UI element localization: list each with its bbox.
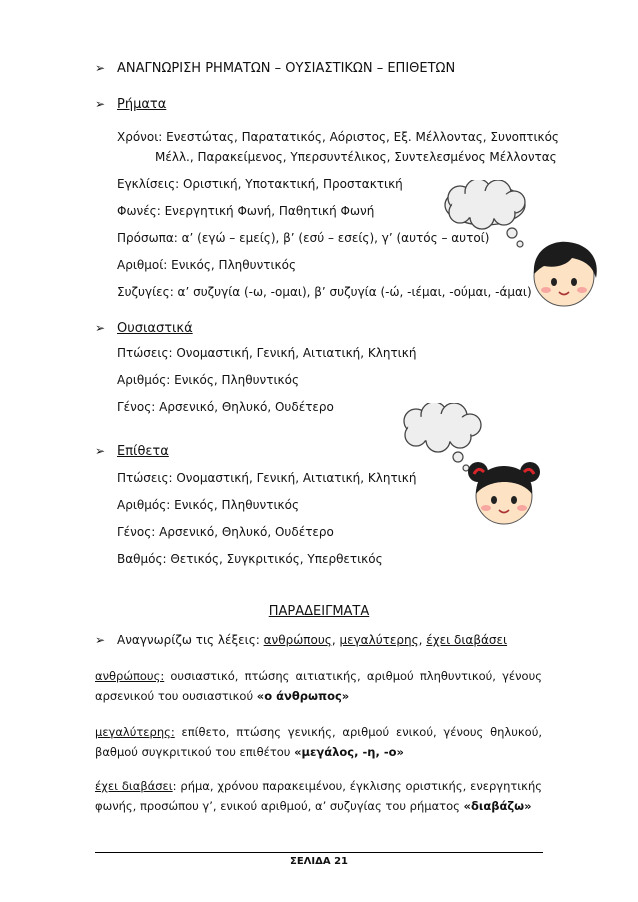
verbs-moods: Εγκλίσεις: Οριστική, Υποτακτική, Προστακτική [117,177,403,191]
example-2-line-1 [95,722,542,742]
nouns-gender: Γένος: Αρσενικό, Θηλυκό, Ουδέτερο [117,400,334,414]
examples-heading-text: ΠΑΡΑΔΕΙΓΜΑΤΑ [268,604,370,619]
example-1-term: ανθρώπους: [95,669,165,683]
example-1-text: ουσιαστικό, πτώσης αιτιατικής, αριθμού πληθυντικού, γένους [164,669,542,683]
examples-heading [0,604,638,619]
example-2-line-2 [95,742,542,762]
example-1-text-2: αρσενικού του ουσιαστικού [95,689,257,703]
nouns-number: Αριθμός: Ενικός, Πληθυντικός [117,373,299,387]
bullet-arrow-icon: ➢ [95,633,106,647]
title-text: ΑΝΑΓΝΩΡΙΣΗ ΡΗΜΑΤΩΝ – ΟΥΣΙΑΣΤΙΚΩΝ – ΕΠΙΘΕΤΩΝ [117,61,456,76]
example-3-line-2 [95,796,542,816]
example-2-text: επίθετο, πτώσης γενικής, αριθμού ενικού, γένους θηλυκού, [174,725,542,739]
example-2-bold: «μεγάλος, -η, -ο» [294,745,404,759]
page-title [95,60,455,77]
adjectives-heading-text: Επίθετα [117,444,169,459]
example-3-text: : ρήμα, χρόνου παρακειμένου, έγκλισης οριστικής, ενεργητικής [172,779,542,793]
example-word-2: μεγαλύτερης [339,633,419,647]
verbs-voices: Φωνές: Ενεργητική Φωνή, Παθητική Φωνή [117,204,375,218]
nouns-heading-text: Ουσιαστικά [117,321,193,336]
bullet-arrow-icon: ➢ [95,444,106,458]
example-word-3: έχει διαβάσει [426,633,508,647]
example-3-text-2: φωνής, προσώπου γ’, ενικού αριθμού, α’ συζυγίας του ρήματος [95,799,464,813]
example-1-line-1 [95,666,542,686]
boy-face-icon [526,238,602,308]
verbs-heading [95,96,166,113]
bullet-arrow-icon: ➢ [95,321,106,335]
verbs-conjugations: Συζυγίες: α’ συζυγία (-ω, -ομαι), β’ συζυγία (-ώ, -ιέμαι, -ούμαι, -άμαι) [117,285,532,299]
example-1-line-2 [95,686,542,706]
adjectives-heading [95,443,169,460]
nouns-cases: Πτώσεις: Ονομαστική, Γενική, Αιτιατική, Κλητική [117,346,417,360]
separator: , [331,633,340,647]
verbs-heading-text: Ρήματα [117,97,167,112]
bullet-arrow-icon: ➢ [95,97,106,111]
example-3-term: έχει διαβάσει [95,779,173,793]
example-3-line-1 [95,776,542,796]
page-number: ΣΕΛΙΔΑ 21 [290,856,348,867]
adjectives-cases: Πτώσεις: Ονομαστική, Γενική, Αιτιατική, Κλητική [117,471,417,485]
example-word-1: ανθρώπους [263,633,332,647]
girl-face-icon [464,458,544,528]
verbs-persons: Πρόσωπα: α’ (εγώ – εμείς), β’ (εσύ – εσείς), γ’ (αυτός – αυτοί) [117,231,490,245]
footer-divider [95,852,543,853]
examples-intro-text: Αναγνωρίζω τις λέξεις: [117,633,264,647]
adjectives-gender: Γένος: Αρσενικό, Θηλυκό, Ουδέτερο [117,525,334,539]
adjectives-degree: Βαθμός: Θετικός, Συγκριτικός, Υπερθετικός [117,552,383,566]
example-3-bold: «διαβάζω» [463,799,532,813]
nouns-heading [95,320,193,337]
thought-cloud-icon [440,180,530,255]
verbs-numbers: Αριθμοί: Ενικός, Πληθυντικός [117,258,297,272]
example-1-bold: «ο άνθρωπος» [256,689,350,703]
example-2-term: μεγαλύτερης: [95,725,175,739]
verbs-tenses-line-2: Μέλλ., Παρακείμενος, Υπερσυντέλικος, Συντελεσμένος Μέλλοντας [155,150,557,164]
examples-intro [95,632,507,648]
adjectives-number: Αριθμός: Ενικός, Πληθυντικός [117,498,299,512]
bullet-arrow-icon: ➢ [95,61,106,75]
example-2-text-2: βαθμού συγκριτικού του επιθέτου [95,745,295,759]
verbs-tenses-line-1: Χρόνοι: Ενεστώτας, Παρατατικός, Αόριστος, Εξ. Μέλλοντας, Συνοπτικός [117,130,559,144]
separator: , [418,633,427,647]
